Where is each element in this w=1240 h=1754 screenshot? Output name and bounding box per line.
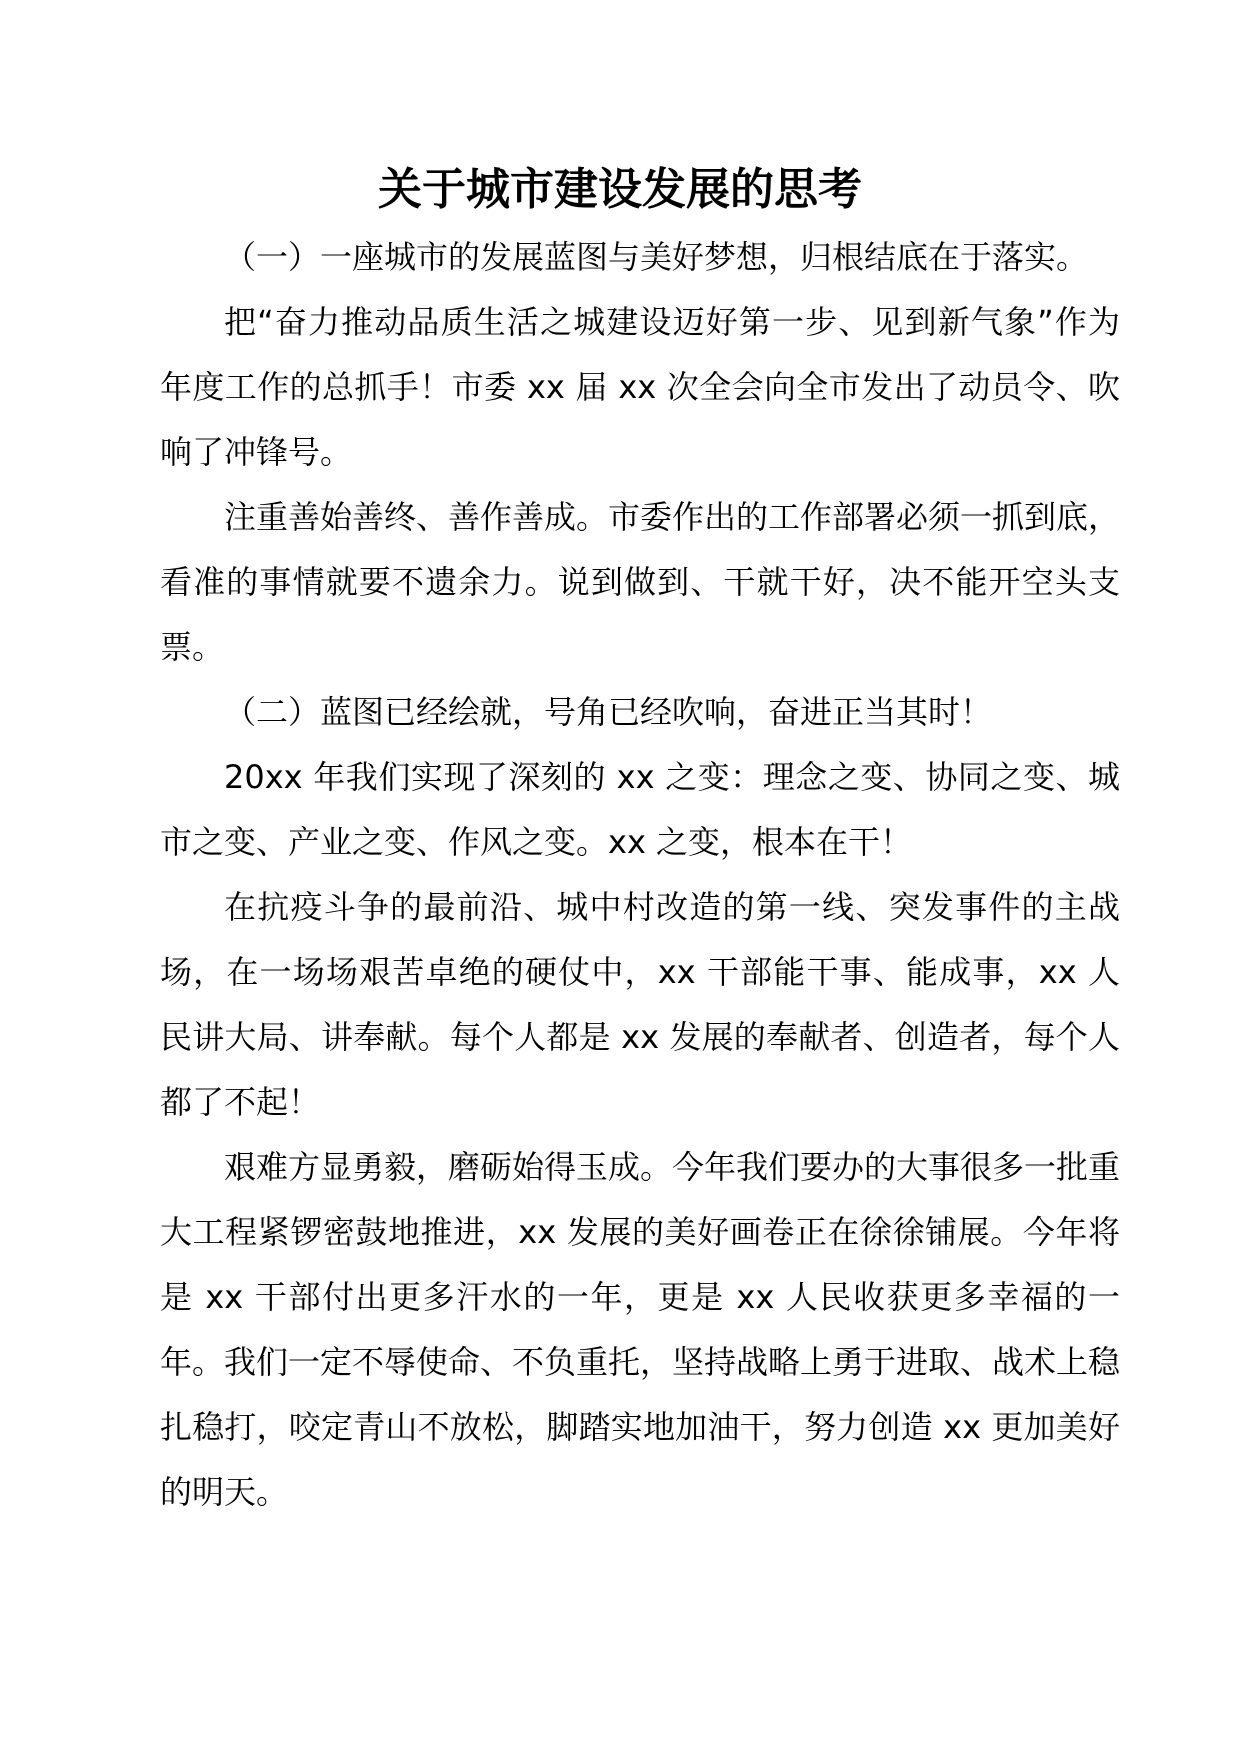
paragraph: 艰难方显勇毅，磨砺始得玉成。今年我们要办的大事很多一批重大工程紧锣密鼓地推进，xx 发展的美好画卷正在徐徐铺展。今年将是 xx 干部付出更多汗水的一年，更是 xx 人民收获更多幸福的一年。我们一定不辱使命、不负重托，坚持战略上勇于进取、战术上稳扎稳打，咬定青山不放松，脚踏实地加油干，努力创造 xx 更加美好的明天。 — [160, 1148, 1121, 1511]
document-body — [160, 225, 1120, 1525]
paragraph: （一）一座城市的发展蓝图与美好梦想，归根结底在于落实。 — [224, 238, 1089, 276]
paragraph: 把“奋力推动品质生活之城建设迈好第一步、见到新气象”作为年度工作的总抓手！市委 xx 届 xx 次全会向全市发出了动员令、吹响了冲锋号。 — [160, 303, 1120, 471]
paragraph: 注重善始善终、善作善成。市委作出的工作部署必须一抓到底，看准的事情就要不遗余力。说到做到、干就干好，决不能开空头支票。 — [160, 498, 1121, 666]
paragraph: 在抗疫斗争的最前沿、城中村改造的第一线、突发事件的主战场，在一场场艰苦卓绝的硬仗中，xx 干部能干事、能成事，xx 人民讲大局、讲奉献。每个人都是 xx 发展的奉献者、创造者，每个人都了不起！ — [160, 888, 1120, 1121]
paragraph: 20xx 年我们实现了深刻的 xx 之变：理念之变、协同之变、城市之变、产业之变、作风之变。xx 之变，根本在干！ — [160, 758, 1120, 861]
document-title: 关于城市建设发展的思考 — [378, 164, 862, 215]
paragraph: （二）蓝图已经绘就，号角已经吹响，奋进正当其时！ — [224, 693, 993, 731]
